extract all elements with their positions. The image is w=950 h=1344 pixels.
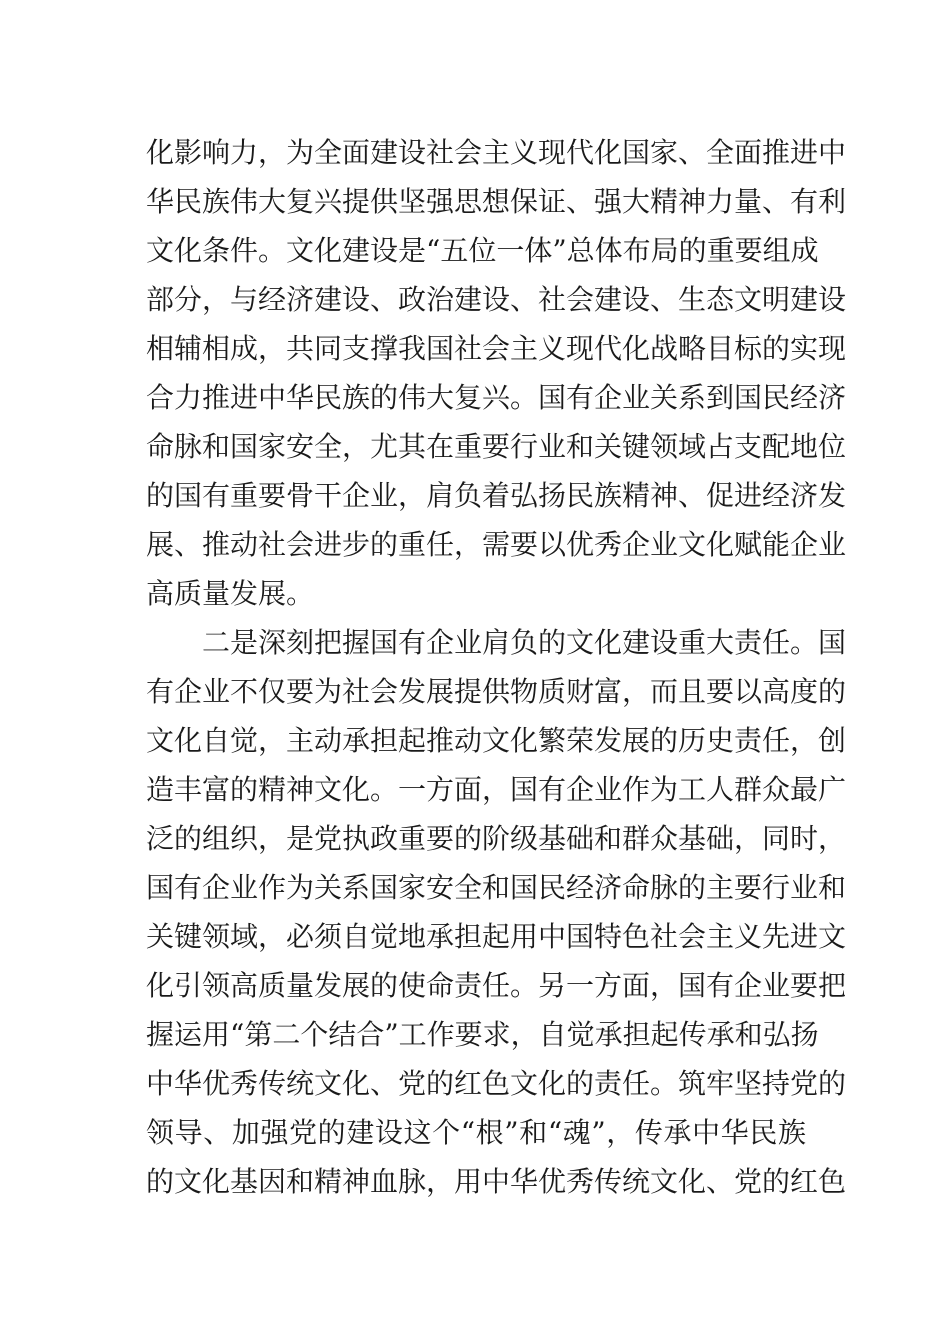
- text-line: 展、推动社会进步的重任，需要以优秀企业文化赋能企业: [146, 528, 847, 561]
- text-line: 的文化基因和精神血脉，用中华优秀传统文化、党的红色: [146, 1165, 847, 1198]
- text-line: 化引领高质量发展的使命责任。另一方面，国有企业要把: [146, 969, 847, 1002]
- text-line: 高质量发展。: [146, 577, 315, 610]
- text-line: 握运用“第二个结合”工作要求，自觉承担起传承和弘扬: [146, 1018, 819, 1051]
- text-line: 部分，与经济建设、政治建设、社会建设、生态文明建设: [146, 283, 847, 316]
- text-line: 的国有重要骨干企业，肩负着弘扬民族精神、促进经济发: [146, 479, 847, 512]
- text-line: 领导、加强党的建设这个“根”和“魂”，传承中华民族: [146, 1116, 806, 1149]
- text-line: 中华优秀传统文化、党的红色文化的责任。筑牢坚持党的: [146, 1067, 847, 1100]
- text-line: 合力推进中华民族的伟大复兴。国有企业关系到国民经济: [146, 381, 847, 414]
- document-body: [146, 128, 847, 1206]
- text-line: 相辅相成，共同支撑我国社会主义现代化战略目标的实现: [146, 332, 847, 365]
- text-line: 华民族伟大复兴提供坚强思想保证、强大精神力量、有利: [146, 185, 847, 218]
- paragraph-continuation: [146, 128, 847, 618]
- text-line: 泛的组织，是党执政重要的阶级基础和群众基础，同时，: [146, 822, 847, 855]
- text-line: 二是深刻把握国有企业肩负的文化建设重大责任。国: [202, 626, 847, 659]
- paragraph-second-point: [146, 618, 847, 1206]
- text-line: 化影响力，为全面建设社会主义现代化国家、全面推进中: [146, 136, 847, 169]
- text-line: 命脉和国家安全，尤其在重要行业和关键领域占支配地位: [146, 430, 847, 463]
- text-line: 文化条件。文化建设是“五位一体”总体布局的重要组成: [146, 234, 819, 267]
- text-line: 文化自觉，主动承担起推动文化繁荣发展的历史责任，创: [146, 724, 847, 757]
- text-line: 国有企业作为关系国家安全和国民经济命脉的主要行业和: [146, 871, 847, 904]
- text-line: 有企业不仅要为社会发展提供物质财富，而且要以高度的: [146, 675, 847, 708]
- text-line: 造丰富的精神文化。一方面，国有企业作为工人群众最广: [146, 773, 847, 806]
- text-line: 关键领域，必须自觉地承担起用中国特色社会主义先进文: [146, 920, 847, 953]
